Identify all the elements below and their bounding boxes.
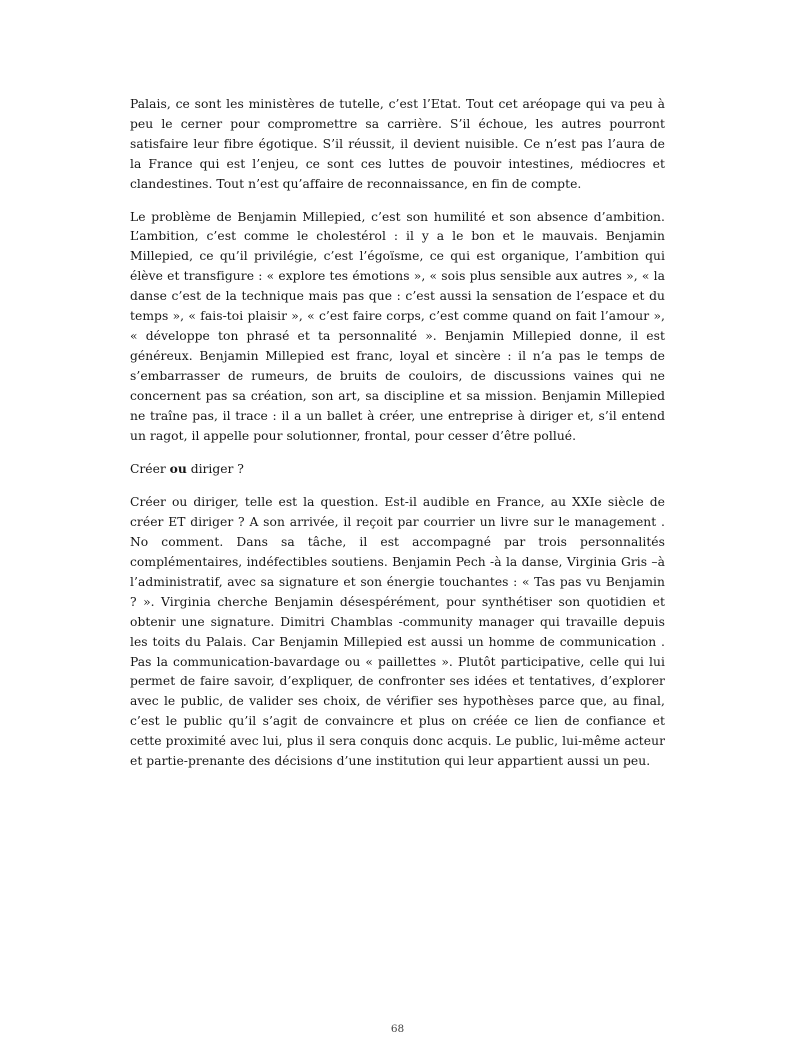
page-number: 68 [390,1023,405,1035]
paragraph-2: Le problème de Benjamin Millepied, c’est son humilité et son absence d’ambition. L’ambition, c’est comme le cholestérol : il y a le bon et le mauvais. Benjamin Millepied, ce qu’il privilégie, c’est l’égoïsme, ce qui est organique, l’ambition qui élève et transfigure : « explore tes émotions », « sois plus sensible aux autres », « la danse c’est de la technique mais pas que : c’est aussi la sensation de l’espace et du temps », « fais-toi plaisir », « c’est faire corps, c’est comme quand on fait l’amour », « développe ton phrasé et ta personnalité ». Benjamin Millepied donne, il est généreux. Benjamin Millepied est franc, loyal et sincère : il n’a pas le temps de s’embarrasser de rumeurs, de bruits de couloirs, de discussions vaines qui ne concernent pas sa création, son art, sa discipline et sa mission. Benjamin Millepied ne traîne pas, il trace : il a un ballet à créer, une entreprise à diriger et, s’il entend un ragot, il appelle pour solutionner, frontal, pour cesser d’être pollué. [130,209,665,443]
paragraph-3: Créer ou diriger, telle est la question. Est-il audible en France, au XXIe siècle de créer ET diriger ? A son arrivée, il reçoit par courrier un livre sur le management . No comment. Dans sa tâche, il est accompagné par trois personnalités complémentaires, indéfectibles soutiens. Benjamin Pech -à la danse, Virginia Gris –à l’administratif, avec sa signature et son énergie touchantes : « Tas pas vu Benjamin ? ». Virginia cherche Benjamin désespérément, pour synthétiser son quotidien et obtenir une signature. Dimitri Chamblas -community manager qui travaille depuis les toits du Palais. Car Benjamin Millepied est aussi un homme de communication . Pas la communication-bavardage ou « paillettes ». Plutôt participative, celle qui lui permet de faire savoir, d’expliquer, de confronter ses idées et tentatives, d’explorer avec le public, de valider ses choix, de vérifier ses hypothèses parce que, au final, c’est le public qu’il s’agit de convaincre et plus on créée ce lien de confiance et cette proximité avec lui, plus il sera conquis donc acquis. Le public, lui-même acteur et partie-prenante des décisions d’une institution qui leur appartient aussi un peu. [130,495,665,769]
section-heading [130,459,665,480]
paragraph-1: Palais, ce sont les ministères de tutelle, c’est l’Etat. Tout cet aréopage qui va peu à peu le cerner pour compromettre sa carrière. S’il échoue, les autres pourront satisfaire leur fibre égotique. S’il réussit, il devient nuisible. Ce n’est pas l’aura de la France qui est l’enjeu, ce sont ces luttes de pouvoir intestines, médiocres et clandestines. Tout n’est qu’affaire de reconnaissance, en fin de compte. [130,97,665,191]
section-heading-after: diriger ? [186,462,244,477]
section-heading-bold: ou [169,461,187,477]
section-heading-before: Créer [130,462,170,477]
